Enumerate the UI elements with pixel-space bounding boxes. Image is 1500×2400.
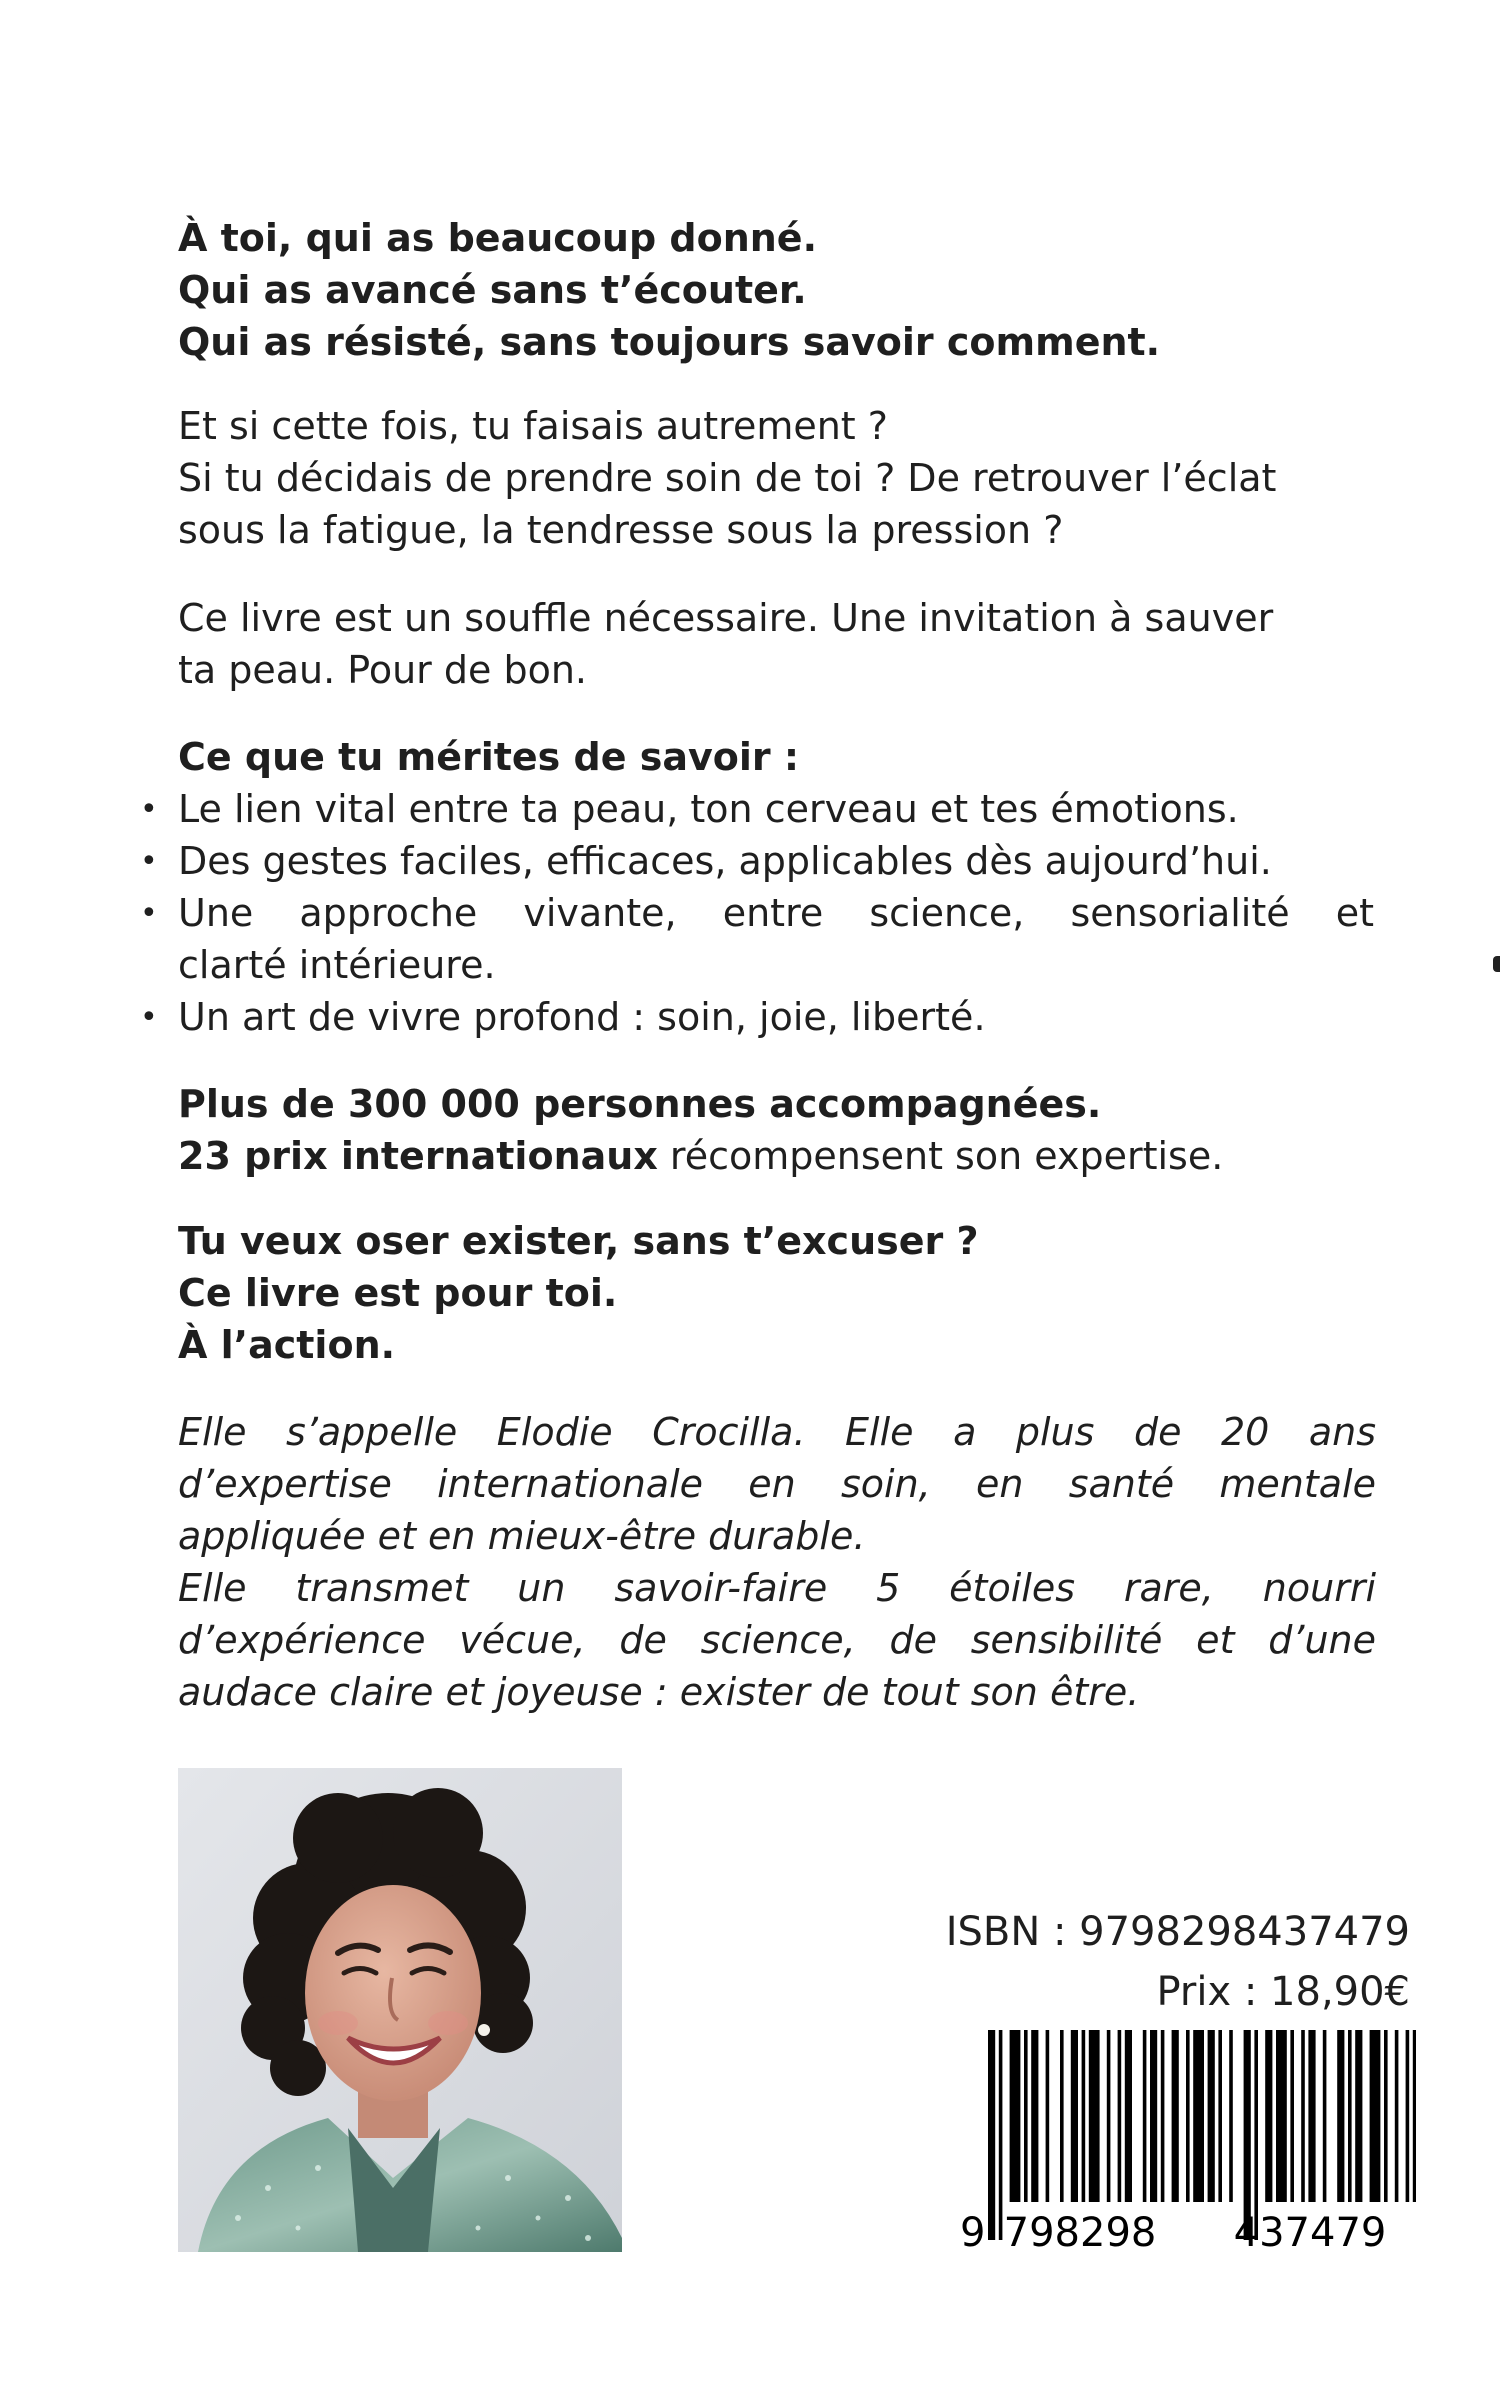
barcode-bar (1193, 2030, 1204, 2202)
souffle-line-2: ta peau. Pour de bon. (178, 648, 588, 692)
merites-heading: Ce que tu mérites de savoir : (178, 735, 800, 779)
bio-line-4: Elle transmet un savoir-faire 5 étoiles rare, nourri (178, 1566, 1376, 1610)
bullet-marker: • (140, 1000, 158, 1035)
barcode-bar (1323, 2030, 1327, 2202)
barcode-bar (1406, 2030, 1410, 2202)
merites-item-3: Une approche vivante, entre science, sensorialité et (178, 891, 1374, 935)
isbn-label: ISBN : 9798298437479 (945, 1909, 1410, 1955)
barcode-bar (1125, 2030, 1132, 2202)
bio-line-1: Elle s’appelle Elodie Crocilla. Elle a plus de 20 ans (178, 1410, 1376, 1454)
question-line-1: Et si cette fois, tu faisais autrement ? (178, 404, 888, 448)
barcode-bar (1370, 2030, 1381, 2202)
barcode-bar (1186, 2030, 1190, 2202)
merites-item-4: Un art de vivre profond : soin, joie, liberté. (178, 995, 986, 1039)
barcode-bar (1413, 2030, 1416, 2202)
merites-item-3-cont: clarté intérieure. (178, 943, 496, 987)
barcode-bar (1208, 2030, 1215, 2202)
price-label: Prix : 18,90€ (1156, 1969, 1410, 2015)
barcode-bar (1301, 2030, 1305, 2202)
author-photo (178, 1768, 622, 2252)
barcode-bar (1265, 2030, 1272, 2202)
barcode-bar (1150, 2030, 1157, 2202)
stats-awards: 23 prix internationaux (178, 1134, 658, 1178)
call-line-1: Tu veux oser exister, sans t’excuser ? (178, 1219, 979, 1263)
barcode-bar (1082, 2030, 1086, 2202)
stats-line-1: Plus de 300 000 personnes accompagnées. (178, 1082, 1102, 1126)
bullet-marker: • (140, 844, 158, 879)
bio-line-5: d’expérience vécue, de science, de sensibilité et d’une (178, 1618, 1376, 1662)
barcode (940, 2030, 1418, 2256)
barcode-bar (1010, 2030, 1021, 2202)
barcode-digits-left: 798298 (1003, 2210, 1157, 2256)
barcode-bar (1276, 2030, 1287, 2202)
intro-line-1: À toi, qui as beaucoup donné. (178, 216, 818, 260)
merites-item-1: Le lien vital entre ta peau, ton cerveau et tes émotions. (178, 787, 1239, 831)
question-line-3: sous la fatigue, la tendresse sous la pression ? (178, 508, 1064, 552)
barcode-bar (1161, 2030, 1165, 2202)
souffle-line-1: Ce livre est un souffle nécessaire. Une invitation à sauver (178, 596, 1274, 640)
intro-line-3: Qui as résisté, sans toujours savoir comment. (178, 320, 1161, 364)
merites-item-2: Des gestes faciles, efficaces, applicables dès aujourd’hui. (178, 839, 1272, 883)
question-line-2: Si tu décidais de prendre soin de toi ? De retrouver l’éclat (178, 456, 1277, 500)
barcode-bar (1172, 2030, 1179, 2202)
intro-line-2: Qui as avancé sans t’écouter. (178, 268, 807, 312)
stats-awards-rest: récompensent son expertise. (657, 1134, 1224, 1178)
barcode-bar (1348, 2030, 1352, 2202)
barcode-bar (1031, 2030, 1038, 2202)
barcode-bar (1107, 2030, 1111, 2202)
barcode-bar (1395, 2030, 1399, 2202)
barcode-bar (1384, 2030, 1388, 2202)
barcode-bar (1060, 2030, 1064, 2202)
barcode-digit-prefix: 9 (960, 2210, 986, 2256)
call-line-2: Ce livre est pour toi. (178, 1271, 618, 1315)
barcode-bar (1089, 2030, 1100, 2202)
barcode-bar (1071, 2030, 1078, 2202)
barcode-bar (1254, 2030, 1258, 2240)
barcode-bar (1290, 2030, 1294, 2202)
bullet-marker: • (140, 896, 158, 931)
barcode-bar (1244, 2030, 1251, 2240)
bio-line-6: audace claire et joyeuse : exister de tout son être. (178, 1670, 1140, 1714)
barcode-bar (988, 2030, 995, 2240)
bio-line-3: appliquée et en mieux-être durable. (178, 1514, 866, 1558)
barcode-bar (1046, 2030, 1050, 2202)
barcode-bar (1337, 2030, 1344, 2202)
barcode-bar (999, 2030, 1003, 2240)
bio-line-2: d’expertise internationale en soin, en santé mentale (178, 1462, 1376, 1506)
page-edge-mark (1493, 956, 1500, 972)
barcode-digits-right: 437479 (1233, 2210, 1387, 2256)
barcode-bar (1024, 2030, 1028, 2202)
barcode-bar (1143, 2030, 1147, 2202)
bullet-marker: • (140, 792, 158, 827)
call-line-3: À l’action. (178, 1323, 396, 1367)
barcode-bar (1229, 2030, 1233, 2202)
barcode-bar (1218, 2030, 1222, 2202)
barcode-bar (1355, 2030, 1362, 2202)
barcode-bar (1308, 2030, 1315, 2202)
stats-line-2 (178, 1130, 1223, 1182)
barcode-bar (1118, 2030, 1122, 2202)
